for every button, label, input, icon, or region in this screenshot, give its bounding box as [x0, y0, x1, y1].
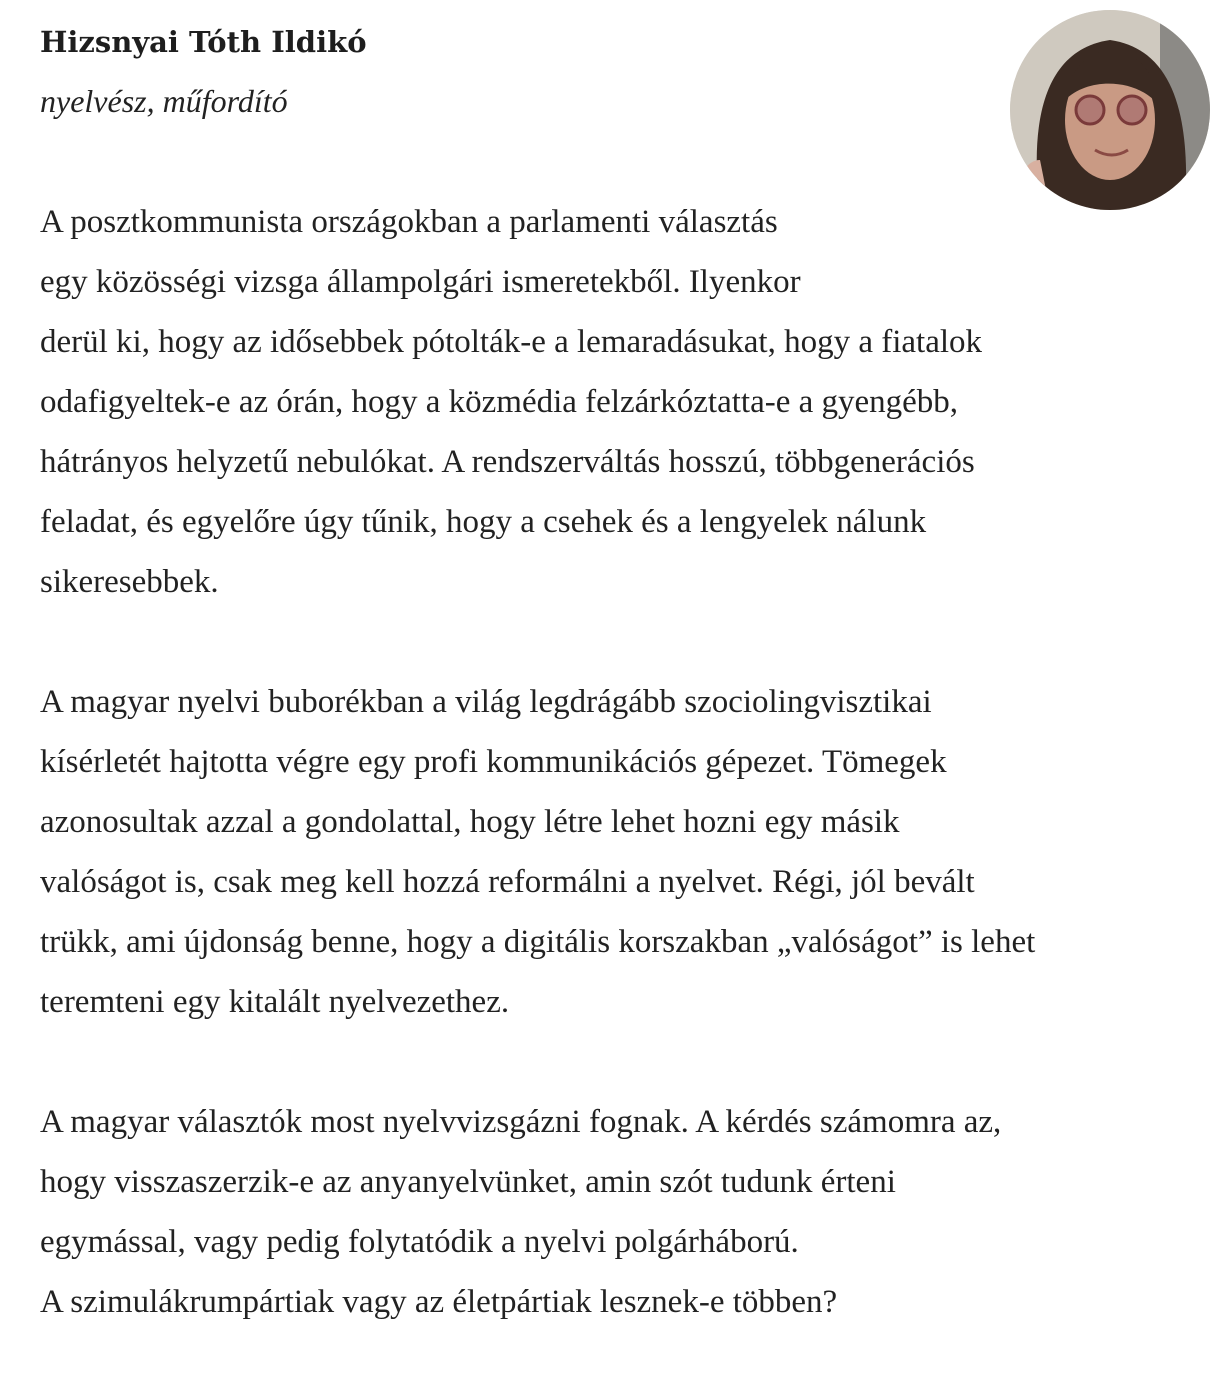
author-avatar: [1010, 10, 1210, 210]
text-line: valóságot is, csak meg kell hozzá reformálni a nyelvet. Régi, jól bevált: [40, 864, 975, 900]
author-role: nyelvész, műfordító: [40, 83, 288, 119]
text-line: A magyar nyelvi buborékban a világ legdrágább szociolingvisztikai: [40, 684, 932, 720]
paragraph: [40, 672, 1035, 1032]
text-line: A szimulákrumpártiak vagy az életpártiak lesznek-e többen?: [40, 1284, 838, 1320]
paragraph: [40, 192, 1035, 612]
text-line: odafigyeltek-e az órán, hogy a közmédia felzárkóztatta-e a gyengébb,: [40, 384, 959, 420]
text-line: hogy visszaszerzik-e az anyanyelvünket, amin szót tudunk érteni: [40, 1164, 896, 1200]
text-line: egy közösségi vizsga állampolgári ismeretekből. Ilyenkor: [40, 264, 801, 300]
text-line: sikeresebbek.: [40, 564, 219, 600]
text-line: trükk, ami újdonság benne, hogy a digitális korszakban „valóságot” is lehet: [40, 924, 1036, 960]
article-body: [40, 192, 1035, 1392]
paragraph: [40, 1092, 1035, 1332]
text-line: teremteni egy kitalált nyelvezethez.: [40, 984, 510, 1020]
text-line: hátrányos helyzetű nebulókat. A rendszerváltás hosszú, többgenerációs: [40, 444, 975, 480]
author-header: [40, 18, 367, 136]
author-name: Hizsnyai Tóth Ildikó: [40, 25, 367, 59]
author-photo: [1010, 10, 1210, 210]
text-line: feladat, és egyelőre úgy tűnik, hogy a csehek és a lengyelek nálunk: [40, 504, 927, 540]
text-line: egymással, vagy pedig folytatódik a nyelvi polgárháború.: [40, 1224, 799, 1260]
text-line: A magyar választók most nyelvvizsgázni fognak. A kérdés számomra az,: [40, 1104, 1002, 1140]
text-line: azonosultak azzal a gondolattal, hogy létre lehet hozni egy másik: [40, 804, 900, 840]
text-line: derül ki, hogy az idősebbek pótolták-e a lemaradásukat, hogy a fiatalok: [40, 324, 983, 360]
text-line: kísérletét hajtotta végre egy profi kommunikációs gépezet. Tömegek: [40, 744, 947, 780]
text-line: A posztkommunista országokban a parlamenti választás: [40, 204, 778, 240]
